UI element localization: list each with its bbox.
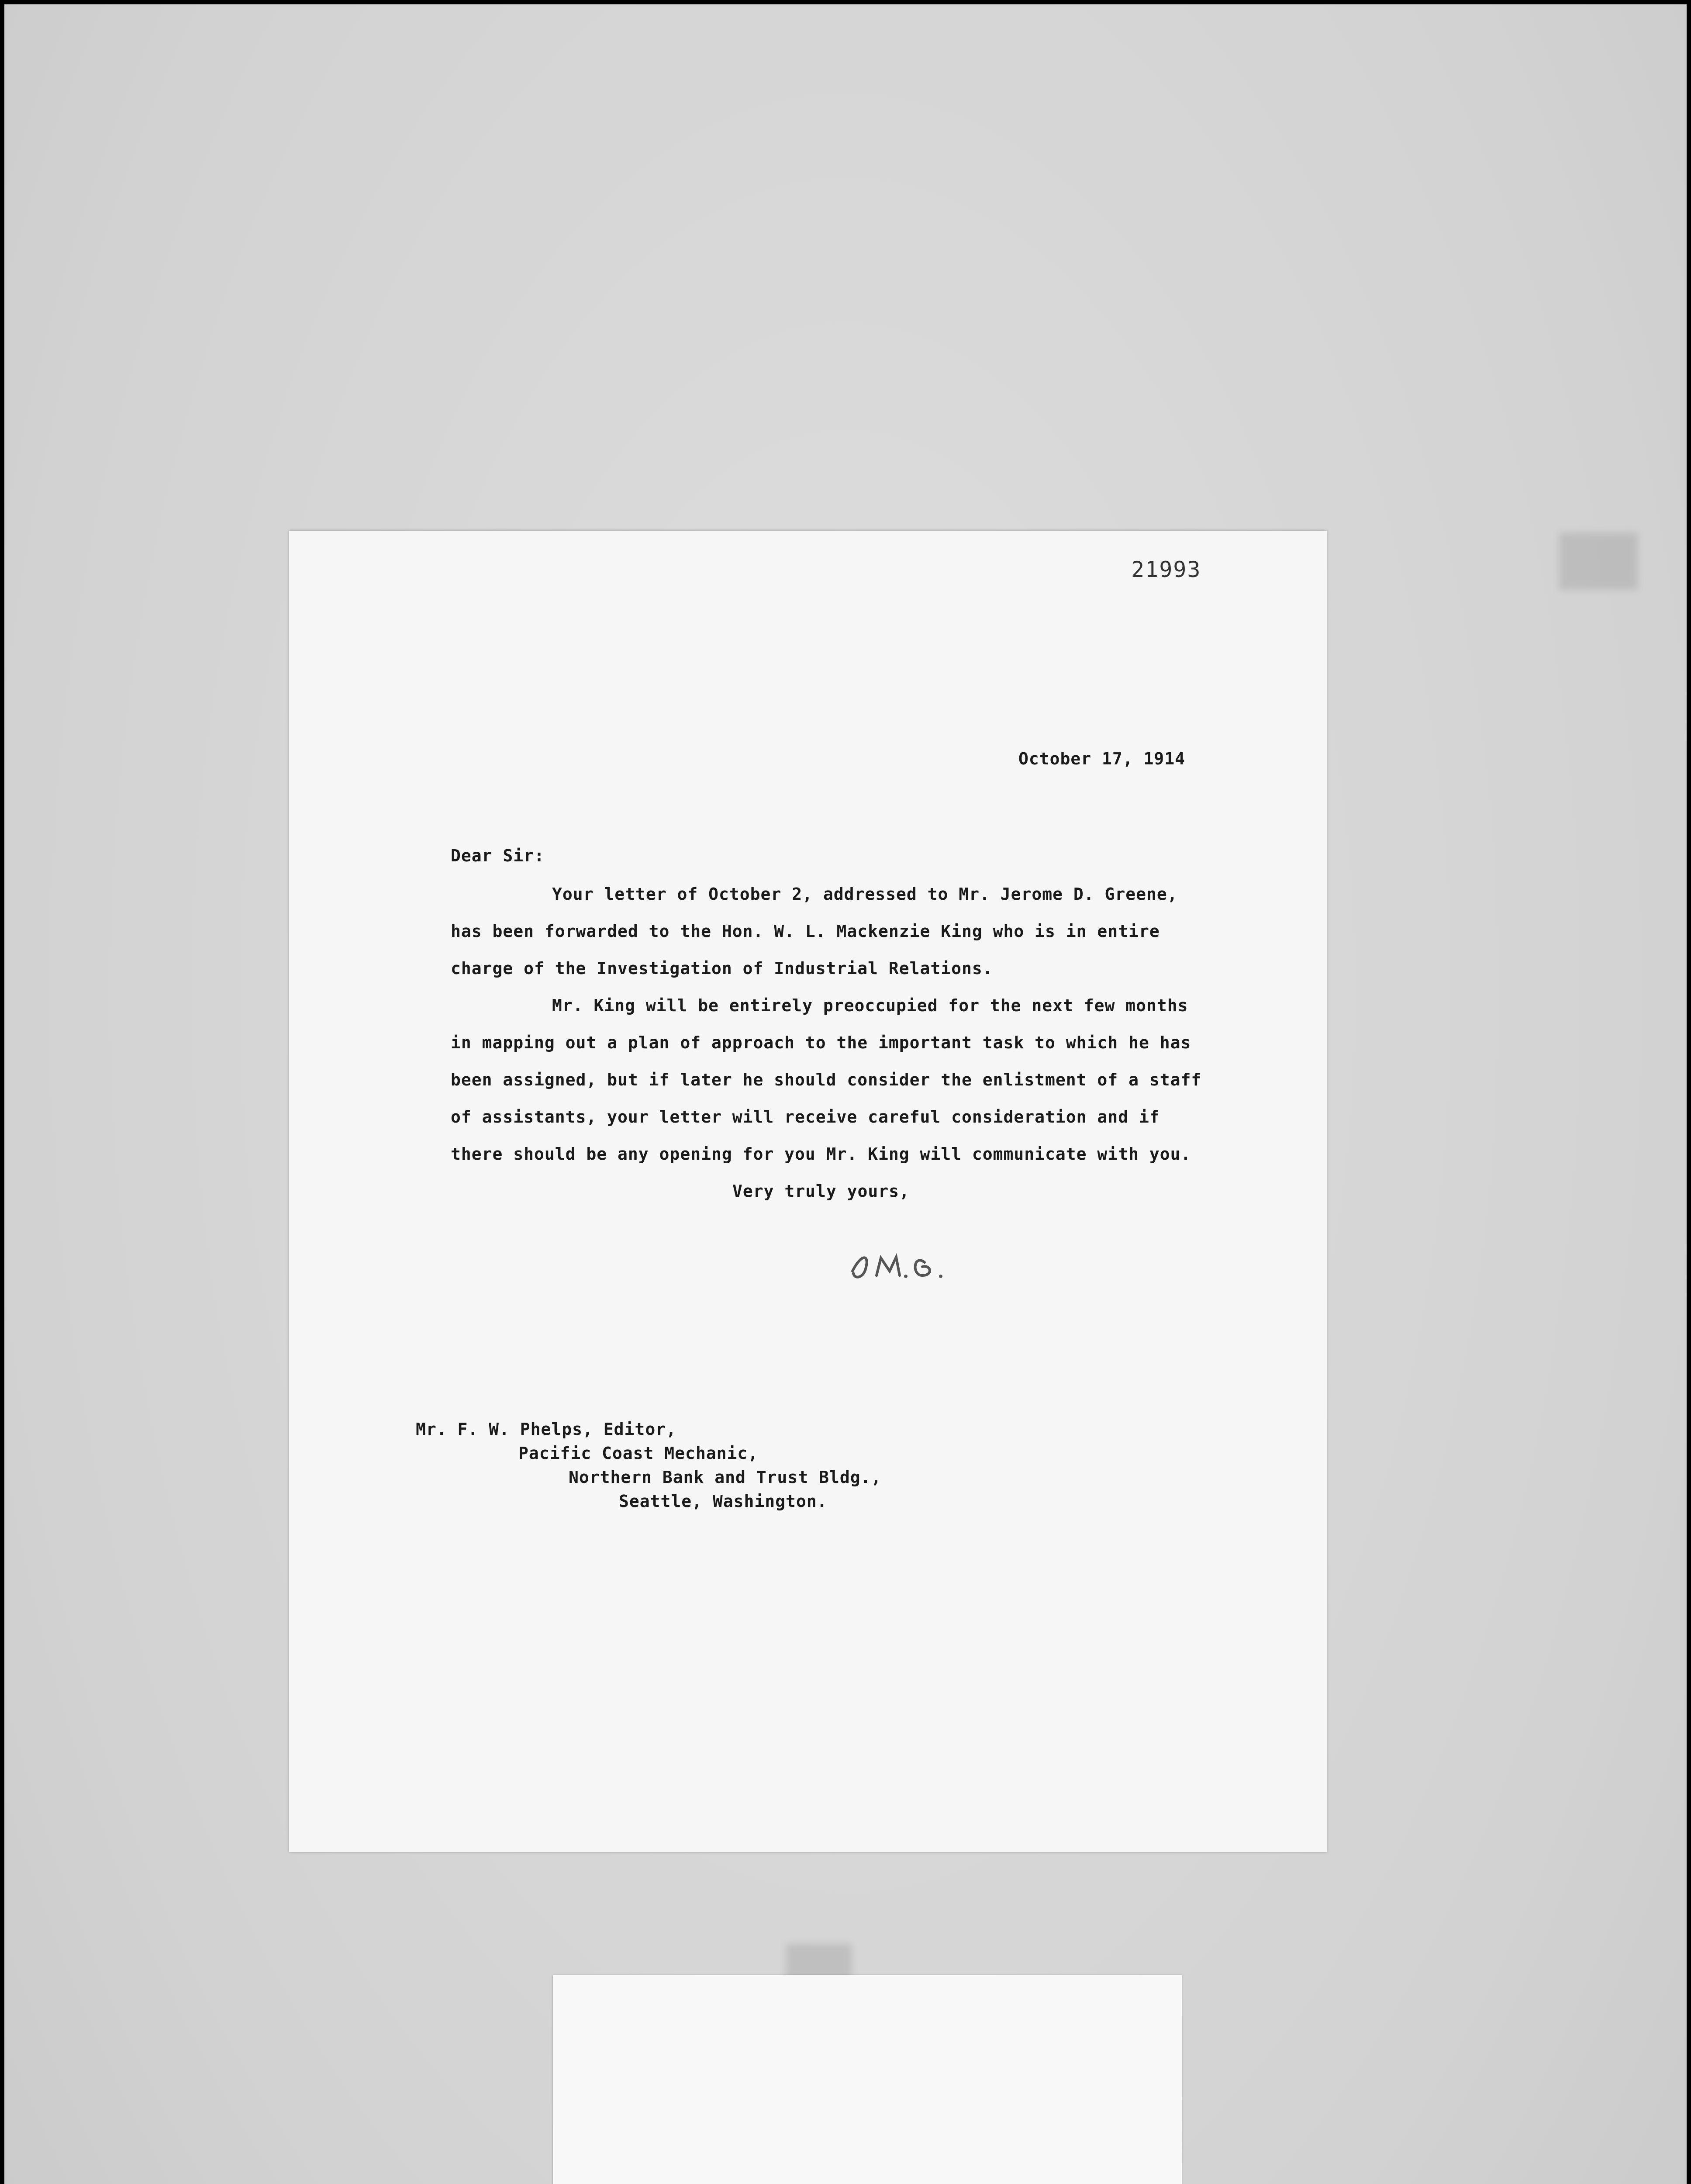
paragraph-line: in mapping out a plan of approach to the important task to which he has: [451, 1033, 1191, 1052]
letter-page: [289, 531, 1327, 1852]
scan-background: [4, 4, 1687, 2184]
collection-label-card: [553, 1975, 1182, 2184]
paragraph-line: of assistants, your letter will receive careful consideration and if: [451, 1107, 1160, 1127]
handwritten-initials: [848, 1245, 962, 1284]
paragraph-line: has been forwarded to the Hon. W. L. Mackenzie King who is in entire: [451, 922, 1160, 941]
paragraph-line: charge of the Investigation of Industrial Relations.: [451, 959, 993, 978]
address-line: Northern Bank and Trust Bldg.,: [569, 1468, 882, 1487]
paragraph-line: been assigned, but if later he should consider the enlistment of a staff: [451, 1070, 1202, 1089]
address-line: Seattle, Washington.: [619, 1492, 828, 1511]
paragraph-line: Mr. King will be entirely preoccupied for the next few months: [552, 996, 1188, 1015]
file-number: 21993: [1131, 557, 1201, 582]
paragraph-line: there should be any opening for you Mr. King will communicate with you.: [451, 1144, 1191, 1164]
letter-date: October 17, 1914: [1018, 749, 1186, 768]
salutation: Dear Sir:: [451, 846, 545, 865]
address-line: Pacific Coast Mechanic,: [518, 1444, 759, 1463]
paragraph-line: Your letter of October 2, addressed to Mr. Jerome D. Greene,: [552, 885, 1178, 904]
scan-mark: [1559, 533, 1638, 590]
address-line: Mr. F. W. Phelps, Editor,: [416, 1420, 676, 1439]
closing: Very truly yours,: [732, 1182, 910, 1201]
